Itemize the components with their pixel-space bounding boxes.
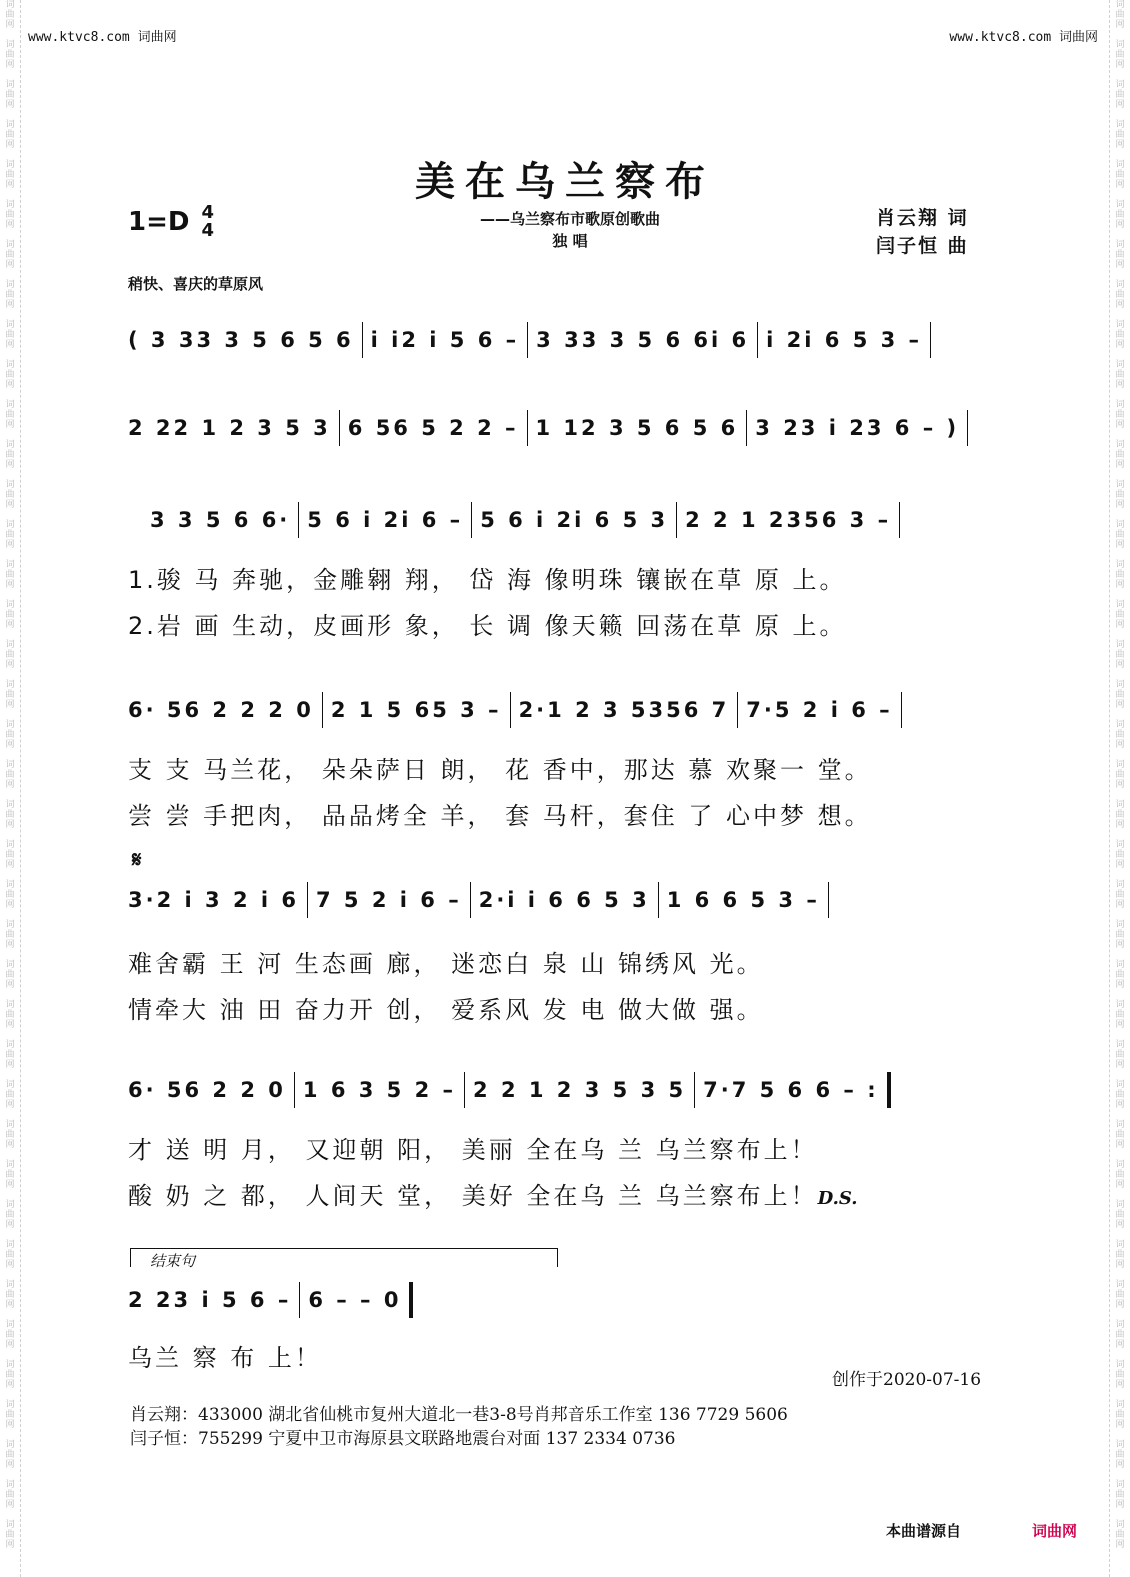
barline	[510, 692, 511, 728]
measure: 2 22 1 2 3 5 3	[128, 416, 331, 440]
barline	[899, 502, 900, 538]
ending-label: 结束句	[150, 1252, 196, 1270]
barline	[901, 692, 902, 728]
segno-sign: 𝄋	[132, 848, 142, 873]
barline	[298, 502, 299, 538]
barline	[828, 882, 829, 918]
measure: 1 6 3 5 2 –	[302, 1078, 457, 1102]
barline	[694, 1072, 695, 1108]
contact-composer: 闫子恒：755299 宁夏中卫市海原县文联路地震台对面 137 2334 0736	[130, 1429, 676, 1449]
lyric-text: 酸 奶 之 都， 人间天 堂， 美好 全在乌 兰 乌兰察布上！	[128, 1182, 818, 1210]
performance-mode: 独 唱	[552, 232, 588, 250]
barline	[737, 692, 738, 728]
lyricist: 肖云翔 词	[876, 207, 969, 229]
time-bottom: 4	[201, 220, 214, 241]
key-signature	[128, 204, 214, 240]
measure: i i2 i 5 6 –	[370, 328, 520, 352]
staff-line-7	[128, 1280, 568, 1320]
lyric-verse-2: 尝 尝 手把肉， 品品烤全 羊， 套 马杆，套住 了 心中梦 想。	[128, 802, 872, 830]
barline	[746, 410, 747, 446]
measure: 6 – – 0	[308, 1288, 402, 1312]
measure: 5 6 i 2i 6 5 3	[480, 508, 669, 532]
measure: 7·5 2 i 6 –	[746, 698, 893, 722]
composer: 闫子恒 曲	[876, 235, 969, 257]
lyric-verse-2: 2.岩 画 生动，皮画形 象， 长 调 像天籁 回荡在草 原 上。	[128, 612, 847, 640]
contact-lyricist: 肖云翔：433000 湖北省仙桃市复州大道北一巷3-8号肖邦音乐工作室 136 7729 5606	[130, 1405, 788, 1425]
barline	[322, 692, 323, 728]
barline	[362, 322, 363, 358]
footer-source-label: 本曲谱源自	[886, 1522, 962, 1540]
lyric-verse-2: 情牵大 油 田 奋力开 创， 爱系风 发 电 做大做 强。	[128, 996, 764, 1024]
staff-line-4	[128, 690, 1000, 730]
measure: ( 3 33 3 5 6 5 6	[128, 328, 354, 352]
barline	[471, 502, 472, 538]
key-label: 1=D	[128, 207, 190, 237]
measure: 6· 56 2 2 2 0	[128, 698, 314, 722]
lyric-verse-1: 才 送 明 月， 又迎朝 阳， 美丽 全在乌 兰 乌兰察布上！	[128, 1136, 818, 1164]
measure: 3 3 5 6 6·	[150, 508, 291, 532]
measure: 2 1 5 65 3 –	[330, 698, 502, 722]
measure: 3 33 3 5 6 6i 6	[536, 328, 750, 352]
barline	[527, 410, 528, 446]
measure: 7·7 5 6 6 – :	[703, 1078, 879, 1102]
barline	[299, 1282, 300, 1318]
barline	[930, 322, 931, 358]
staff-line-2	[128, 408, 1000, 448]
measure: 6 56 5 2 2 –	[347, 416, 519, 440]
measure: 1 6 6 5 3 –	[666, 888, 820, 912]
staff-line-3	[150, 500, 1000, 540]
footer-brand-link[interactable]: 词曲网	[1032, 1522, 1078, 1540]
staff-line-5	[128, 880, 1000, 920]
barline	[658, 882, 659, 918]
lyric-verse-1: 难舍霸 王 河 生态画 廊， 迷恋白 泉 山 锦绣风 光。	[128, 950, 764, 978]
final-barline	[409, 1282, 413, 1318]
measure: 3 23 i 23 6 – )	[755, 416, 960, 440]
subtitle-line: ——乌兰察布市歌原创歌曲	[479, 210, 660, 228]
measure: 2·1 2 3 5356 7	[518, 698, 730, 722]
measure: 2 2 1 2356 3 –	[685, 508, 892, 532]
final-repeat-barline	[887, 1072, 891, 1108]
barline	[339, 410, 340, 446]
measure: 3·2 i 3 2 i 6	[128, 888, 299, 912]
barline	[294, 1072, 295, 1108]
barline	[757, 322, 758, 358]
barline	[470, 882, 471, 918]
measure: 5 6 i 2i 6 –	[307, 508, 464, 532]
site-url-right[interactable]: www.ktvc8.com 词曲网	[949, 30, 1098, 45]
site-url-left[interactable]: www.ktvc8.com 词曲网	[28, 30, 177, 45]
time-signature	[201, 204, 214, 240]
credits	[876, 204, 969, 260]
time-top: 4	[201, 202, 214, 223]
song-subtitle	[410, 208, 730, 252]
measure: 1 12 3 5 6 5 6	[535, 416, 739, 440]
lyric-ending: 乌兰 察 布 上！	[128, 1344, 322, 1372]
lyric-verse-1: 支 支 马兰花， 朵朵萨日 朗， 花 香中，那达 慕 欢聚一 堂。	[128, 756, 872, 784]
barline	[967, 410, 968, 446]
dal-segno-mark: D.S.	[817, 1188, 858, 1209]
staff-line-1	[128, 320, 1000, 360]
lyric-verse-1: 1.骏 马 奔驰，金雕翱 翔， 岱 海 像明珠 镶嵌在草 原 上。	[128, 566, 847, 594]
measure: 2·i i 6 6 5 3	[478, 888, 650, 912]
barline	[464, 1072, 465, 1108]
barline	[676, 502, 677, 538]
measure: i 2i 6 5 3 –	[766, 328, 923, 352]
measure: 2 23 i 5 6 –	[128, 1288, 292, 1312]
measure: 2 2 1 2 3 5 3 5	[473, 1078, 687, 1102]
measure: 7 5 2 i 6 –	[316, 888, 462, 912]
measure: 6· 56 2 2 0	[128, 1078, 286, 1102]
tempo-marking: 稍快、喜庆的草原风	[128, 275, 264, 293]
barline	[527, 322, 528, 358]
staff-line-6	[128, 1070, 1000, 1110]
left-watermark-strip: 词 曲 网 词 曲 网 词 曲 网 词 曲 网 词 曲 网 词 曲 网 词 曲 网 词 曲 网 词 曲 网 词 曲 网 词 曲 网 词 曲 网 词 曲 网 词 曲 网 词 曲 网 词 曲 网 词 曲 网 词 曲 网 词 曲 网 词 曲 网 词 曲 网 词 曲 网 词 曲 网 词 曲 网 词 曲 网 词 曲 网 词 曲 网 词 曲 网 词 曲 网 词 曲 网 词 曲 网 词 曲 网 词 曲 网 词 曲 网 词 曲 网 词 曲 网 词 曲 网 词 曲 网 词 曲 网	[0, 0, 21, 1577]
lyric-verse-2	[128, 1176, 1008, 1211]
song-title: 美在乌兰察布	[415, 158, 715, 205]
barline	[307, 882, 308, 918]
composition-date: 创作于2020-07-16	[832, 1370, 982, 1390]
right-watermark-strip: 词 曲 网 词 曲 网 词 曲 网 词 曲 网 词 曲 网 词 曲 网 词 曲 网 词 曲 网 词 曲 网 词 曲 网 词 曲 网 词 曲 网 词 曲 网 词 曲 网 词 曲 网 词 曲 网 词 曲 网 词 曲 网 词 曲 网 词 曲 网 词 曲 网 词 曲 网 词 曲 网 词 曲 网 词 曲 网 词 曲 网 词 曲 网 词 曲 网 词 曲 网 词 曲 网 词 曲 网 词 曲 网 词 曲 网 词 曲 网 词 曲 网 词 曲 网 词 曲 网 词 曲 网 词 曲 网	[1109, 0, 1130, 1577]
